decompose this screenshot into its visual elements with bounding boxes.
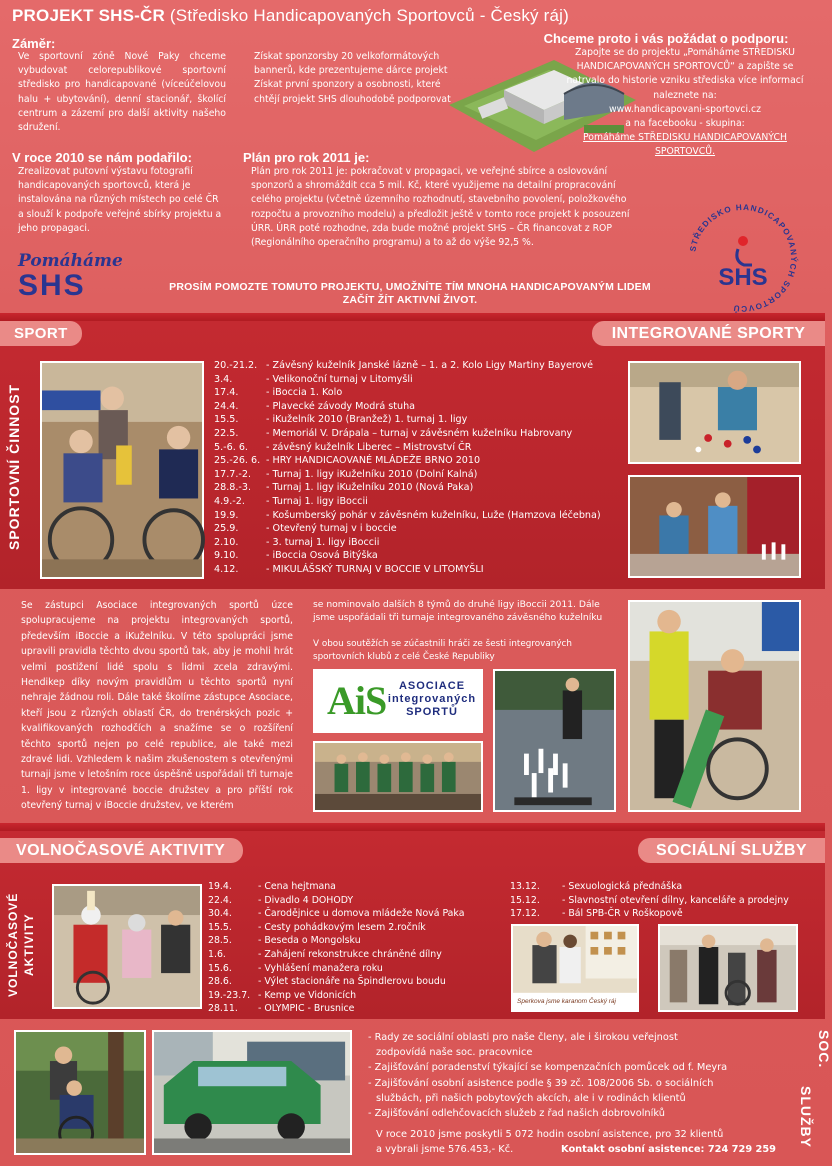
plan2011-heading: Plán pro rok 2011 je: <box>243 150 370 165</box>
sponsors-text: Získat sponzorsby 20 velkoformátových bannerů, kde prezentujeme dárce projekt Získat první sponzory a osobnosti, které chtějí projekt SHS dlouhodobě podporovat <box>254 51 451 105</box>
leisure-event-row <box>208 934 503 948</box>
social-bullet: službách, při našich pobytových akcích, ale i v rodinách klientů <box>376 1092 686 1104</box>
page-title <box>12 6 569 26</box>
sport-event-row <box>214 454 624 468</box>
workshop-photo <box>511 924 639 1012</box>
social-summary-line2: a vybrali jsme 576.453,- Kč. <box>376 1144 514 1155</box>
event-title: - iKuželník 2010 (Branžež) 1. turnaj 1. ligy <box>266 414 468 426</box>
leisure-vertical-label <box>6 890 36 1000</box>
soc-vertical-2: SLUŽBY <box>798 1086 814 1148</box>
social-event-row <box>510 894 810 908</box>
event-date: 15.12. <box>510 894 540 906</box>
event-title: - Sexuologická přednáška <box>562 881 683 892</box>
event-date: 17.7.-2. <box>214 468 252 480</box>
zamer-heading: Záměr: <box>12 36 56 51</box>
event-title: - Vyhlášení manažera roku <box>258 962 383 974</box>
event-title: - Turnaj 1. ligy iKuželníku 2010 (Nová Paka) <box>266 482 474 494</box>
event-date: 15.5. <box>214 414 239 426</box>
event-title: - Divadlo 4 DOHODY <box>258 894 354 906</box>
event-title: - Cena hejtmana <box>258 881 336 892</box>
event-date: 1.6. <box>208 948 226 960</box>
event-title: - Beseda o Mongolsku <box>258 935 361 947</box>
event-date: 9.10. <box>214 550 239 562</box>
ask-heading: Chceme proto i vás požádat o podporu: <box>543 31 789 46</box>
event-title: - iBoccia 1. Kolo <box>266 387 343 399</box>
sport-event-row <box>214 509 624 523</box>
event-title: - Závěsný kuželník Janské lázně – 1. a 2. Kolo Ligy Martiny Bayerové <box>266 360 594 371</box>
sport-events-list <box>214 359 624 577</box>
sport-vertical-label: SPORTOVNÍ ČINNOST <box>6 383 22 551</box>
event-title: - Kemp ve Vidonicích <box>258 989 357 1001</box>
social-bullet: - Zajišťování osobní asistence podle § 39 zč. 108/2006 Sb. o sociálních <box>368 1077 714 1089</box>
plan2011-text: Plán pro rok 2011 je: pokračovat v propagaci, ve veřejné sbírce a oslovování sponzorů a shromáždit cca 5 mil. Kč, které využijeme na detailní propracování celého projektu (včetně územního rozhodnutí, stavebního povolení, položkového rozpočtu a provozního modelu) a předložit ještě v tomto roce projekt k posouzení ÚRR. ÚRR poté rozhodne, zda bude možné projekt SHS – ČR financovat z ROP (Regionálního operačního programu) a to až do výše 92,5 %. <box>251 166 630 249</box>
event-date: 19.9. <box>214 509 239 521</box>
sport-event-row <box>214 441 624 455</box>
ais-logo-name: ASOCIACE integrovaných SPORTŮ <box>387 680 477 718</box>
logo-pomahame-word: Pomáháme <box>18 251 123 271</box>
event-title: - Zahájení rekonstrukce chráněné dílny <box>258 948 442 960</box>
leisure-event-row <box>208 989 503 1003</box>
integrated-text-mid-1: se nominovalo dalších 8 týmů do druhé ligy iBoccii 2011. Dále jsme uspořádali tři turnaje integrovaného závěsného kuželníku <box>313 599 603 624</box>
opening-ceremony-photo <box>658 924 798 1012</box>
contact-phone[interactable]: Kontakt osobní asistence: 724 729 259 <box>561 1144 776 1155</box>
event-date: 24.4. <box>214 400 239 412</box>
kuzelnik-photo <box>493 669 616 812</box>
ask-facebook-link[interactable]: Pomáháme STŘEDISKU HANDICAPOVANÝCH SPORTOVCŮ. <box>583 132 787 158</box>
event-title: - Čarodějnice u domova mládeže Nová Paka <box>258 908 465 920</box>
event-date: 15.5. <box>208 921 232 933</box>
shs-ring-text: STŘEDISKO HANDICAPOVANÝCH SPORTOVCŮ <box>688 202 799 314</box>
appeal-text <box>110 281 710 307</box>
leisure-event-row <box>208 962 503 976</box>
done2010-heading: V roce 2010 se nám podařilo: <box>12 150 192 165</box>
event-title: - 3. turnaj 1. ligy iBoccii <box>266 536 380 548</box>
event-title: - Košumberský pohár v závěsném kuželníku, Luže (Hamzova léčebna) <box>266 509 601 521</box>
leisure-event-row <box>208 921 503 935</box>
band-divider <box>0 823 825 831</box>
event-title: - HRY HANDICAOVANÉ MLÁDEŽE BRNO 2010 <box>266 455 481 467</box>
event-date: 2.10. <box>214 536 239 548</box>
social-summary-line1: V roce 2010 jsme poskytli 5 072 hodin osobní asistence, pro 32 klientů <box>376 1129 724 1140</box>
event-title: - MIKULÁŠSKÝ TURNAJ V BOCCIE V LITOMYŠLI <box>266 563 484 575</box>
sport-event-row <box>214 400 624 414</box>
ask-text <box>560 46 810 160</box>
event-date: 19.4. <box>208 881 232 892</box>
ramp-boccia-photo <box>628 600 801 812</box>
event-date: 25.-26. 6. <box>214 455 261 467</box>
forest-wheelchair-photo <box>14 1030 146 1155</box>
social-bullet: - Zajišťování poradenství týkající se kompenzačních pomůcek od f. Meyra <box>368 1062 728 1074</box>
zamer-text: Ve sportovní zóně Nové Paky chceme vybudovat celorepublikové sportovní středisko pro handicapované (víceúčelovou halu + ubytování), denní stacionář, školící centrum a zázemí pro další aktivity našeho sdružení. <box>18 51 226 134</box>
leisure-event-row <box>208 1002 503 1016</box>
social-summary <box>376 1127 776 1157</box>
sport-event-row <box>214 563 624 577</box>
saint-nicholas-photo <box>52 884 202 1009</box>
boccia-photo <box>628 361 801 464</box>
integrated-text-mid-2: V obou soutěžích se zúčastnili hráči ze šesti integrovaných sportovních klubů z celé České Republiky <box>313 639 572 662</box>
leisure-event-row <box>208 907 503 921</box>
social-bullet: - Zajišťování odlehčovacích služeb z řad našich dobrovolníků <box>368 1108 665 1120</box>
social-bullet: - Rady ze sociální oblasti pro naše členy, ale i širokou veřejnost <box>368 1032 678 1043</box>
leisure-vertical-1: VOLNOČASOVÉ <box>6 892 20 998</box>
assistance-car-photo <box>152 1030 352 1155</box>
logo-shs-word: SHS <box>18 269 86 302</box>
event-title: - Slavnostní otevření dílny, kanceláře a prodejny <box>562 894 789 906</box>
event-date: 3.4. <box>214 373 233 385</box>
tab-integrated-sports: INTEGROVANÉ SPORTY <box>592 321 825 346</box>
leisure-events-list <box>208 880 503 1016</box>
event-title: - Cesty pohádkovým lesem 2.ročník <box>258 921 426 933</box>
bowling-photo <box>628 475 801 578</box>
ask-line1: Zapojte se do projektu „Pomáháme STŘEDISKU HANDICAPOVANÝCH SPORTOVCŮ“ a zapište se natrvalo do historie vzniku střediska více informací naleznete na: <box>566 47 804 101</box>
workshop-sign-text: Sperkova jsme karanom Český ráj <box>517 998 616 1005</box>
event-date: 28.5. <box>208 935 232 947</box>
event-title: - Turnaj 1. ligy iKuželníku 2010 (Dolní Kalná) <box>266 468 478 480</box>
tab-social: SOCIÁLNÍ SLUŽBY <box>638 838 825 863</box>
leisure-event-row <box>208 975 503 989</box>
event-title: - OLYMPIC - Brusnice <box>258 1003 355 1015</box>
event-date: 15.6. <box>208 962 232 974</box>
event-title: - Otevřený turnaj v i boccie <box>266 523 397 535</box>
event-date: 17.4. <box>214 387 239 399</box>
appeal-line2: ZAČÍT ŽÍT AKTIVNÍ ŽIVOT. <box>342 294 478 306</box>
title-sub: (Středisko Handicapovaných Sportovců - Český ráj) <box>165 6 569 25</box>
ask-website-link[interactable]: www.handicapovani-sportovci.cz <box>608 103 762 115</box>
appeal-line1: PROSÍM POMOZTE TOMUTO PROJEKTU, UMOŽNÍTE TÍM MNOHA HANDICAPOVANÝM LIDEM <box>169 281 651 293</box>
sport-event-row <box>214 549 624 563</box>
sport-event-row <box>214 495 624 509</box>
pomahame-shs-logo <box>18 251 122 303</box>
social-bullet: zodpovídá naše soc. pracovnice <box>376 1047 533 1059</box>
event-date: 28.8.-3. <box>214 482 252 494</box>
event-date: 17.12. <box>510 908 540 920</box>
event-date: 30.4. <box>208 908 232 920</box>
sport-event-row <box>214 427 624 441</box>
event-title: - Velikonoční turnaj v Litomyšli <box>266 373 413 385</box>
event-title: - Výlet stacionáře na Špindlerovu boudu <box>258 976 446 988</box>
sport-event-row <box>214 386 624 400</box>
team-group-photo <box>313 741 483 812</box>
event-date: 25.9. <box>214 523 239 535</box>
event-title: - Memoriál V. Drápala – turnaj v závěsném kuželníku Habrovany <box>266 427 573 439</box>
event-date: 19.-23.7. <box>208 989 251 1001</box>
social-event-row <box>510 907 810 921</box>
sport-team-photo <box>40 361 204 579</box>
event-date: 5.-6. 6. <box>214 441 248 453</box>
tab-sport: SPORT <box>0 321 82 346</box>
sport-event-row <box>214 481 624 495</box>
event-title: - Bál SPB-ČR v Roškopově <box>562 908 683 920</box>
title-main: PROJEKT SHS-ČR <box>12 6 165 25</box>
social-bullets <box>368 1030 778 1121</box>
social-events-list <box>510 880 810 921</box>
event-title: - Plavecké závody Modrá stuha <box>266 400 416 412</box>
sport-event-row <box>214 536 624 550</box>
soc-vertical-label <box>798 1030 832 1155</box>
leisure-event-row <box>208 880 503 894</box>
integrated-text-left: Se zástupci Asociace integrovaných sportů úzce spolupracujeme na projektu integrovaných sportů, především iBoccie a iKuželníku. V této spolupráci jsme upravili pravidla těchto dvou sportů tak, aby je mohli hrát velmi postižení lidé spolu s lidmi zcela zdravými. Hendikep díky novým pravidlům u těchto sportů nyní nehraje žádnou roli. Dále také školíme zástupce Asociace, kteří jsou z různých oblastí ČR, do trenérských pozic + kvalifikovaných rozhodčích a snažíme se o rozšíření těchto sportů nejen po celé republice, ale také mezi zdravé lidi. Vzhledem k našim zkušenostem s otevřenými turnaji jsme v letošním roce úspěšně uspořádali tři turnaje 1. ligy v integrované boccie družstev a pro příští rok otevřený turnaj v iBoccie družstev, ve kterém <box>21 600 294 812</box>
band-divider <box>0 313 825 321</box>
event-title: - Turnaj 1. ligy iBoccii <box>266 495 368 507</box>
ais-logo-letters: AiS <box>327 678 387 723</box>
leisure-event-row <box>208 894 503 908</box>
done2010-text: Zrealizovat putovní výstavu fotografií handicapovaných sportovců, která je instalována na různých místech po celé ČR a slouží k podpoře veřejné sbírky projektu a jeho propagaci. <box>18 166 222 234</box>
leisure-vertical-2: AKTIVITY <box>22 913 36 977</box>
event-date: 4.12. <box>214 563 239 575</box>
ais-logo <box>313 669 483 733</box>
sport-event-row <box>214 413 624 427</box>
sport-event-row <box>214 468 624 482</box>
sport-event-row <box>214 522 624 536</box>
event-date: 28.6. <box>208 976 232 988</box>
leisure-event-row <box>208 948 503 962</box>
event-date: 20.-21.2. <box>214 360 258 371</box>
sport-event-row <box>214 359 624 373</box>
event-date: 22.4. <box>208 894 232 906</box>
event-date: 13.12. <box>510 881 540 892</box>
social-event-row <box>510 880 810 894</box>
event-date: 28.11. <box>208 1003 238 1015</box>
tab-leisure: VOLNOČASOVÉ AKTIVITY <box>0 838 243 863</box>
ask-line2: a na facebooku - skupina: <box>625 118 745 130</box>
event-date: 4.9.-2. <box>214 495 245 507</box>
soc-vertical-1: SOC. <box>816 1030 832 1069</box>
event-title: - iBoccia Osová Bitýška <box>266 550 378 562</box>
event-date: 22.5. <box>214 427 239 439</box>
event-title: - závěsný kuželník Liberec – Mistrovství ČR <box>266 441 472 453</box>
sport-event-row <box>214 373 624 387</box>
shs-circle-letters: SHS <box>718 264 768 291</box>
